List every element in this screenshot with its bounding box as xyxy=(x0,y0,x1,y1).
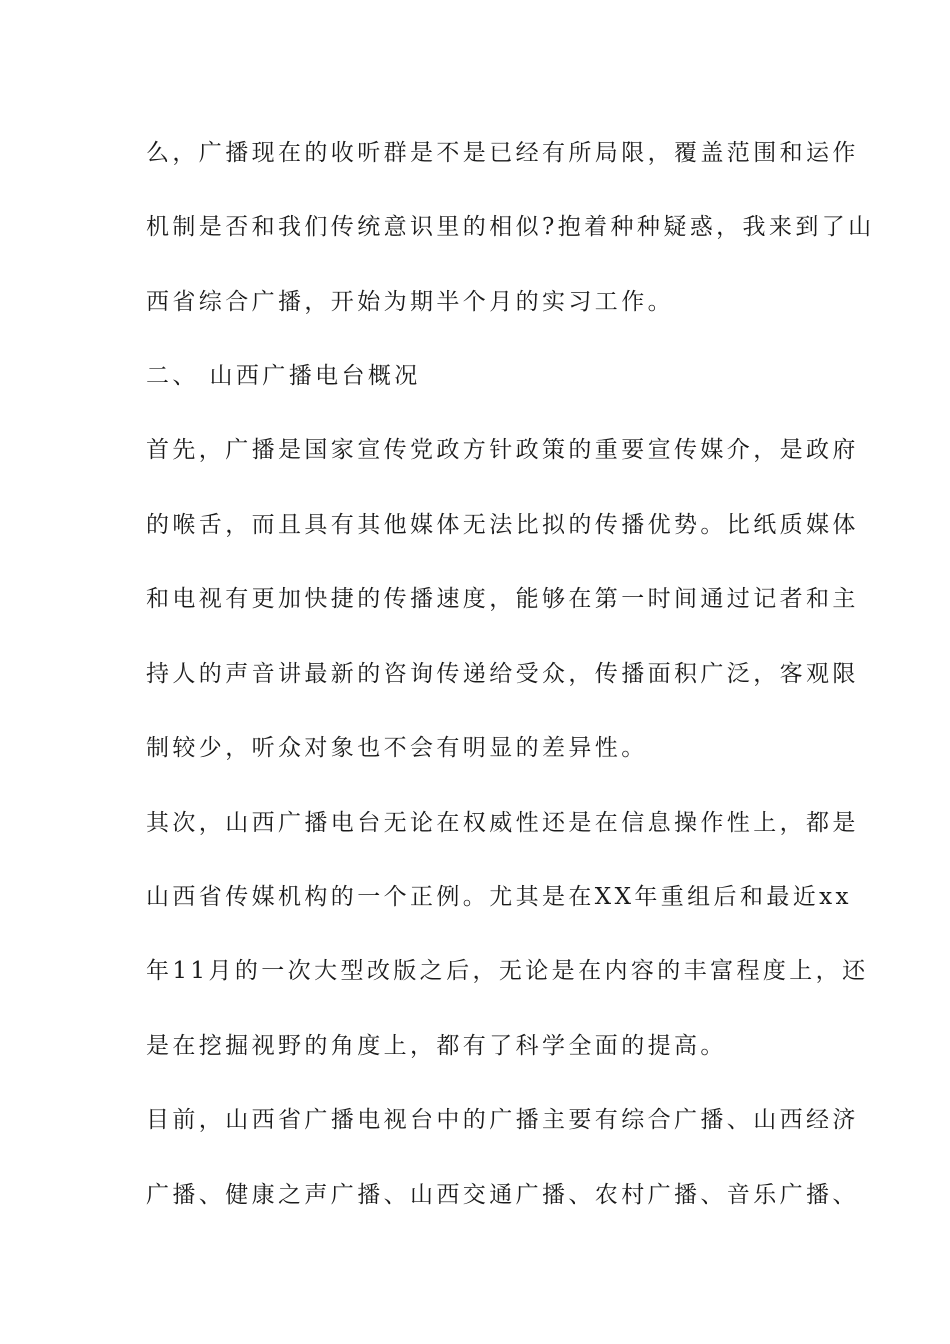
text-line: 年11月的一次大型改版之后，无论是在内容的丰富程度上，还 xyxy=(146,958,869,984)
text-line: 机制是否和我们传统意识里的相似?抱着种种疑惑，我来到了山 xyxy=(146,214,875,240)
text-line: 的喉舌，而且具有其他媒体无法比拟的传播优势。比纸质媒体 xyxy=(146,512,859,538)
text-line: 广播、健康之声广播、山西交通广播、农村广播、音乐广播、 xyxy=(146,1182,859,1208)
section-heading: 二、 山西广播电台概况 xyxy=(146,363,421,389)
text-line: 持人的声音讲最新的咨询传递给受众，传播面积广泛，客观限 xyxy=(146,661,859,687)
text-line: 西省综合广播，开始为期半个月的实习工作。 xyxy=(146,289,674,315)
text-line: 么，广播现在的收听群是不是已经有所局限，覆盖范围和运作 xyxy=(146,140,859,166)
text-line: 制较少，听众对象也不会有明显的差异性。 xyxy=(146,735,648,761)
text-line: 山西省传媒机构的一个正例。尤其是在XX年重组后和最近xx xyxy=(146,884,852,910)
text-line: 其次，山西广播电台无论在权威性还是在信息操作性上，都是 xyxy=(146,810,859,836)
text-line: 和电视有更加快捷的传播速度，能够在第一时间通过记者和主 xyxy=(146,586,859,612)
text-line: 目前，山西省广播电视台中的广播主要有综合广播、山西经济 xyxy=(146,1107,859,1133)
text-line: 首先，广播是国家宣传党政方针政策的重要宣传媒介，是政府 xyxy=(146,437,859,463)
text-line: 是在挖掘视野的角度上，都有了科学全面的提高。 xyxy=(146,1033,727,1059)
